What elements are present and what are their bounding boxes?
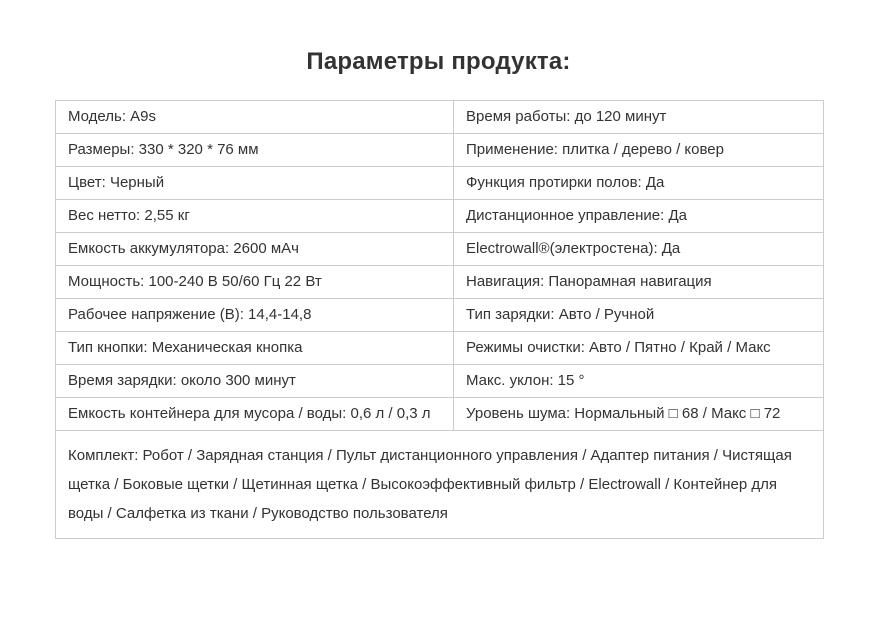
spec-cell-left: Мощность: 100-240 В 50/60 Гц 22 Вт (56, 266, 454, 299)
spec-cell-left: Модель: A9s (56, 101, 454, 134)
spec-cell-right: Функция протирки полов: Да (454, 167, 824, 200)
spec-cell-right: Режимы очистки: Авто / Пятно / Край / Макс (454, 332, 824, 365)
product-spec-table (55, 100, 824, 539)
spec-cell-right: Навигация: Панорамная навигация (454, 266, 824, 299)
spec-cell-left: Цвет: Черный (56, 167, 454, 200)
spec-cell-left: Тип кнопки: Механическая кнопка (56, 332, 454, 365)
spec-footer-row (56, 431, 824, 539)
spec-row (56, 167, 824, 200)
spec-row (56, 266, 824, 299)
package-contents-cell: Комплект: Робот / Зарядная станция / Пульт дистанционного управления / Адаптер питания / Чистящая щетка / Боковые щетки / Щетинная щетка / Высокоэффективный фильтр / Electrowall / Контейнер для воды / Салфетка из ткани / Руководство пользователя (56, 431, 824, 539)
spec-cell-left: Время зарядки: около 300 минут (56, 365, 454, 398)
spec-cell-right: Применение: плитка / дерево / ковер (454, 134, 824, 167)
spec-cell-right: Тип зарядки: Авто / Ручной (454, 299, 824, 332)
spec-cell-left: Емкость аккумулятора: 2600 мАч (56, 233, 454, 266)
spec-cell-right: Макс. уклон: 15 ° (454, 365, 824, 398)
spec-row (56, 200, 824, 233)
spec-row (56, 332, 824, 365)
spec-row (56, 233, 824, 266)
spec-cell-left: Рабочее напряжение (В): 14,4-14,8 (56, 299, 454, 332)
spec-row (56, 134, 824, 167)
spec-cell-right: Electrowall®(электростена): Да (454, 233, 824, 266)
spec-cell-left: Вес нетто: 2,55 кг (56, 200, 454, 233)
spec-cell-left: Емкость контейнера для мусора / воды: 0,6 л / 0,3 л (56, 398, 454, 431)
spec-cell-left: Размеры: 330 * 320 * 76 мм (56, 134, 454, 167)
spec-row (56, 365, 824, 398)
page-title: Параметры продукта: (306, 48, 571, 75)
spec-cell-right: Дистанционное управление: Да (454, 200, 824, 233)
spec-row (56, 101, 824, 134)
spec-cell-right: Время работы: до 120 минут (454, 101, 824, 134)
spec-row (56, 398, 824, 431)
spec-cell-right: Уровень шума: Нормальный □ 68 / Макс □ 72 (454, 398, 824, 431)
spec-row (56, 299, 824, 332)
